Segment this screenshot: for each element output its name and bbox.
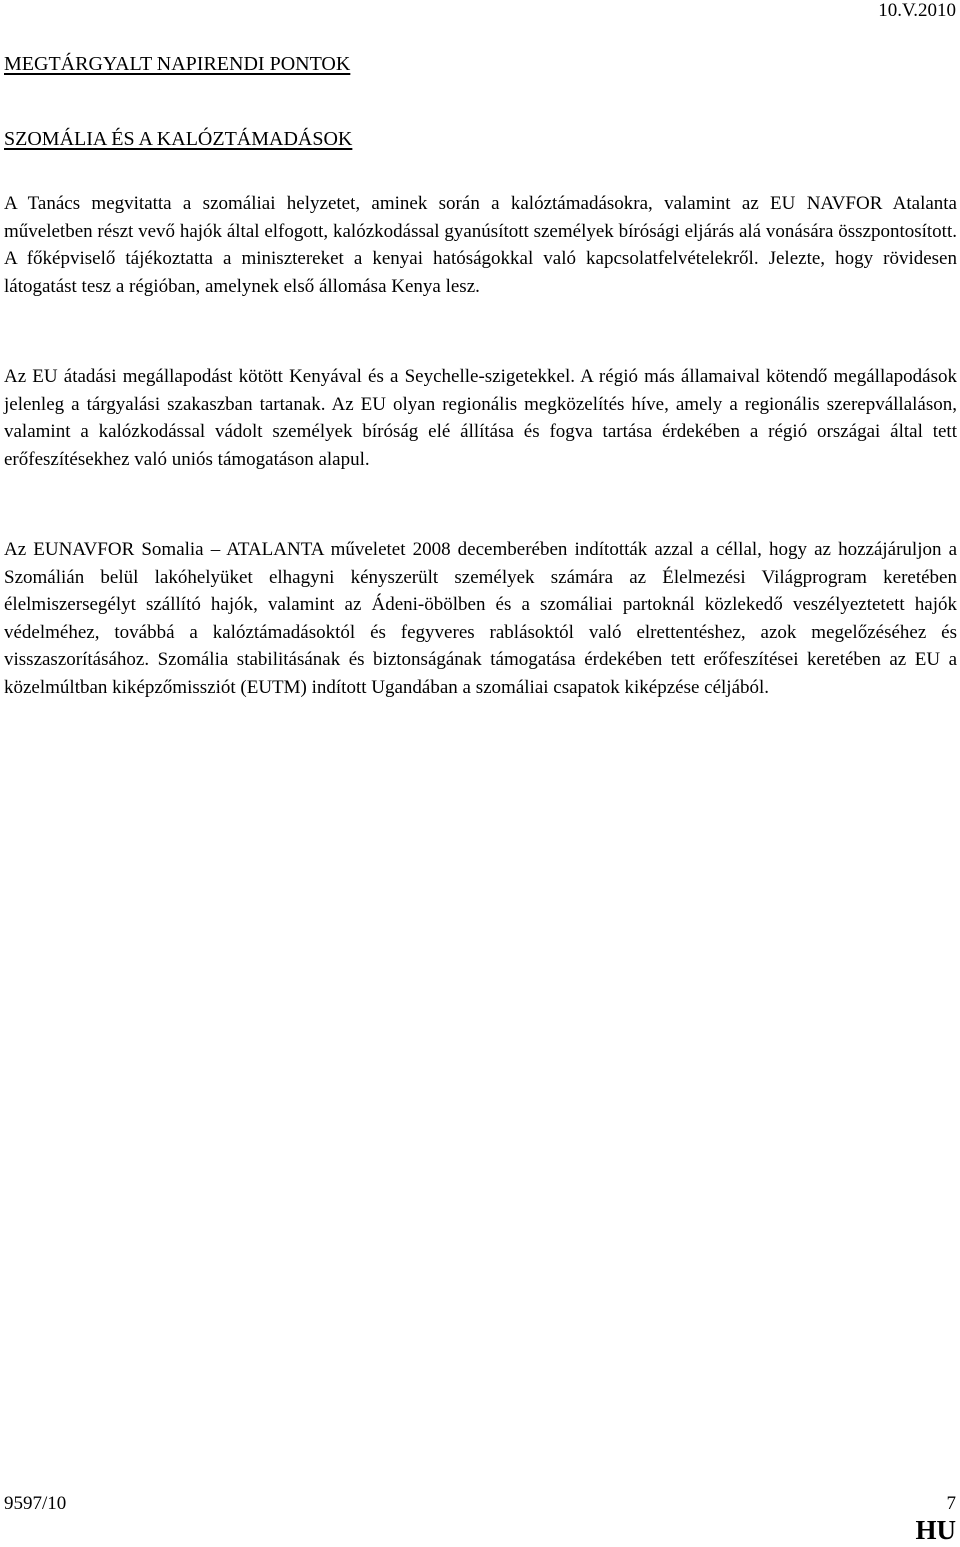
page-number: 7 — [946, 1493, 956, 1514]
language-code: HU — [915, 1515, 956, 1545]
paragraph-atalanta-operation: Az EUNAVFOR Somalia – ATALANTA műveletet 2008 decemberében indították azzal a céllal, hogy az hozzájáruljon a Szomálián belül lakóhelyüket elhagyni kényszerült személyek számára az Élelmezési Világprogram keretében élelmiszersegélyt szállító hajók, valamint az Ádeni-öbölben és a szomáliai partoknál közlekedő veszélyeztetett hajók védelméhez, továbbá a kalóztámadásoktól és fegyveres rablásoktól való elrettentéshez, azok megelőzéséhez és visszaszorításához. Szomália stabilitásának és biztonságának támogatása érdekében tett erőfeszítései keretében az EU a közelmúltban kiképzőmissziót (EUTM) indított Ugandában a szomáliai csapatok kiképzése céljából. — [4, 539, 957, 698]
document-date: 10.V.2010 — [878, 0, 956, 21]
topic-heading: SZOMÁLIA ÉS A KALÓZTÁMADÁSOK — [4, 128, 353, 150]
agenda-heading: MEGTÁRGYALT NAPIRENDI PONTOK — [4, 53, 351, 75]
paragraph-transfer-agreements: Az EU átadási megállapodást kötött Kenyával és a Seychelle-szigetekkel. A régió más államaival kötendő megállapodások jelenleg a tárgyalási szakaszban tartanak. Az EU olyan regionális megközelítés híve, amely a regionális szerepvállaláson, valamint a kalózkodással vádolt személyek bíróság elé állítása és fogva tartása érdekében a régió országai által tett erőfeszítésekhez való uniós támogatáson alapul. — [4, 366, 957, 470]
paragraph-council-discussion: A Tanács megvitatta a szomáliai helyzetet, aminek során a kalóztámadásokra, valamint az EU NAVFOR Atalanta műveletben részt vevő hajók által elfogott, kalózkodással gyanúsított személyek bírósági eljárás alá vonására összpontosított. A főképviselő tájékoztatta a minisztereket a kenyai hatóságokkal való kapcsolatfelvételekről. Jelezte, hogy rövidesen látogatást tesz a régióban, amelynek első állomása Kenya lesz. — [4, 193, 957, 297]
document-reference: 9597/10 — [4, 1493, 67, 1514]
